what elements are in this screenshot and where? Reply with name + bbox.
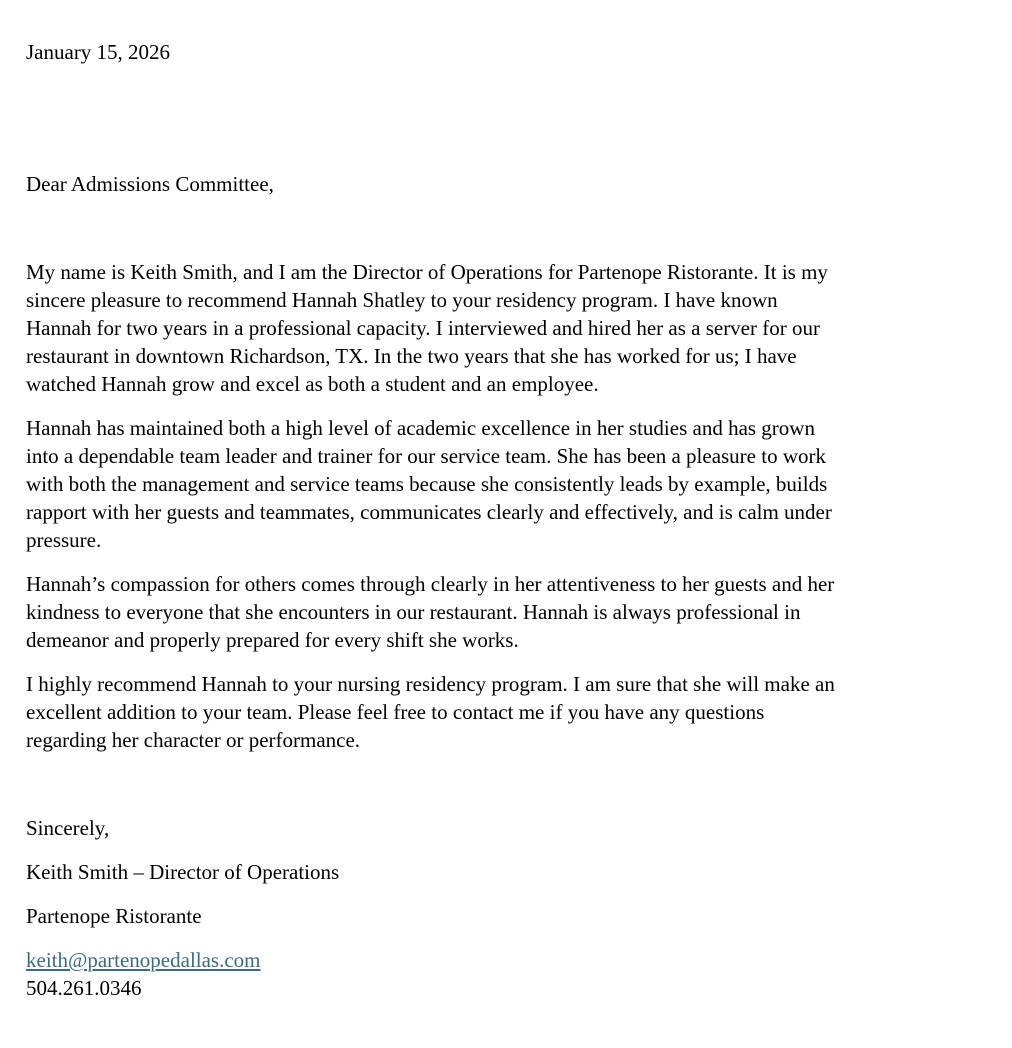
closing: Sincerely, (26, 816, 110, 840)
paragraph-line: demeanor and properly prepared for every shift she works. (26, 628, 519, 652)
paragraph-line: Hannah’s compassion for others comes through clearly in her attentiveness to her guests and her (26, 572, 835, 596)
paragraph-line: pressure. (26, 528, 102, 552)
paragraph-line: rapport with her guests and teammates, communicates clearly and effectively, and is calm under (26, 500, 832, 524)
paragraph-line: with both the management and service teams because she consistently leads by example, builds (26, 472, 828, 496)
paragraph-line: sincere pleasure to recommend Hannah Shatley to your residency program. I have known (26, 288, 778, 312)
signature-email-line (26, 946, 261, 974)
paragraph-line: Hannah for two years in a professional capacity. I interviewed and hired her as a server for our (26, 316, 820, 340)
signature-name-title: Keith Smith – Director of Operations (26, 860, 340, 884)
letter-date: January 15, 2026 (26, 40, 171, 64)
paragraph-line: excellent addition to your team. Please feel free to contact me if you have any questions (26, 700, 765, 724)
paragraph-qualities (26, 414, 971, 554)
paragraph-introduction (26, 258, 971, 398)
signature-organization: Partenope Ristorante (26, 904, 202, 928)
paragraph-line: kindness to everyone that she encounters in our restaurant. Hannah is always professional in (26, 600, 801, 624)
paragraph-line: watched Hannah grow and excel as both a student and an employee. (26, 372, 599, 396)
email-link[interactable]: keith@partenopedallas.com (26, 948, 261, 972)
paragraph-line: into a dependable team leader and trainer for our service team. She has been a pleasure to work (26, 444, 826, 468)
paragraph-line: I highly recommend Hannah to your nursing residency program. I am sure that she will make an (26, 672, 835, 696)
paragraph-compassion (26, 570, 971, 654)
paragraph-line: Hannah has maintained both a high level of academic excellence in her studies and has grown (26, 416, 815, 440)
signature-phone: 504.261.0346 (26, 976, 142, 1000)
salutation: Dear Admissions Committee, (26, 172, 274, 196)
paragraph-recommendation (26, 670, 971, 754)
paragraph-line: My name is Keith Smith, and I am the Director of Operations for Partenope Ristorante. It is my (26, 260, 828, 284)
paragraph-line: restaurant in downtown Richardson, TX. In the two years that she has worked for us; I have (26, 344, 797, 368)
paragraph-line: regarding her character or performance. (26, 728, 361, 752)
